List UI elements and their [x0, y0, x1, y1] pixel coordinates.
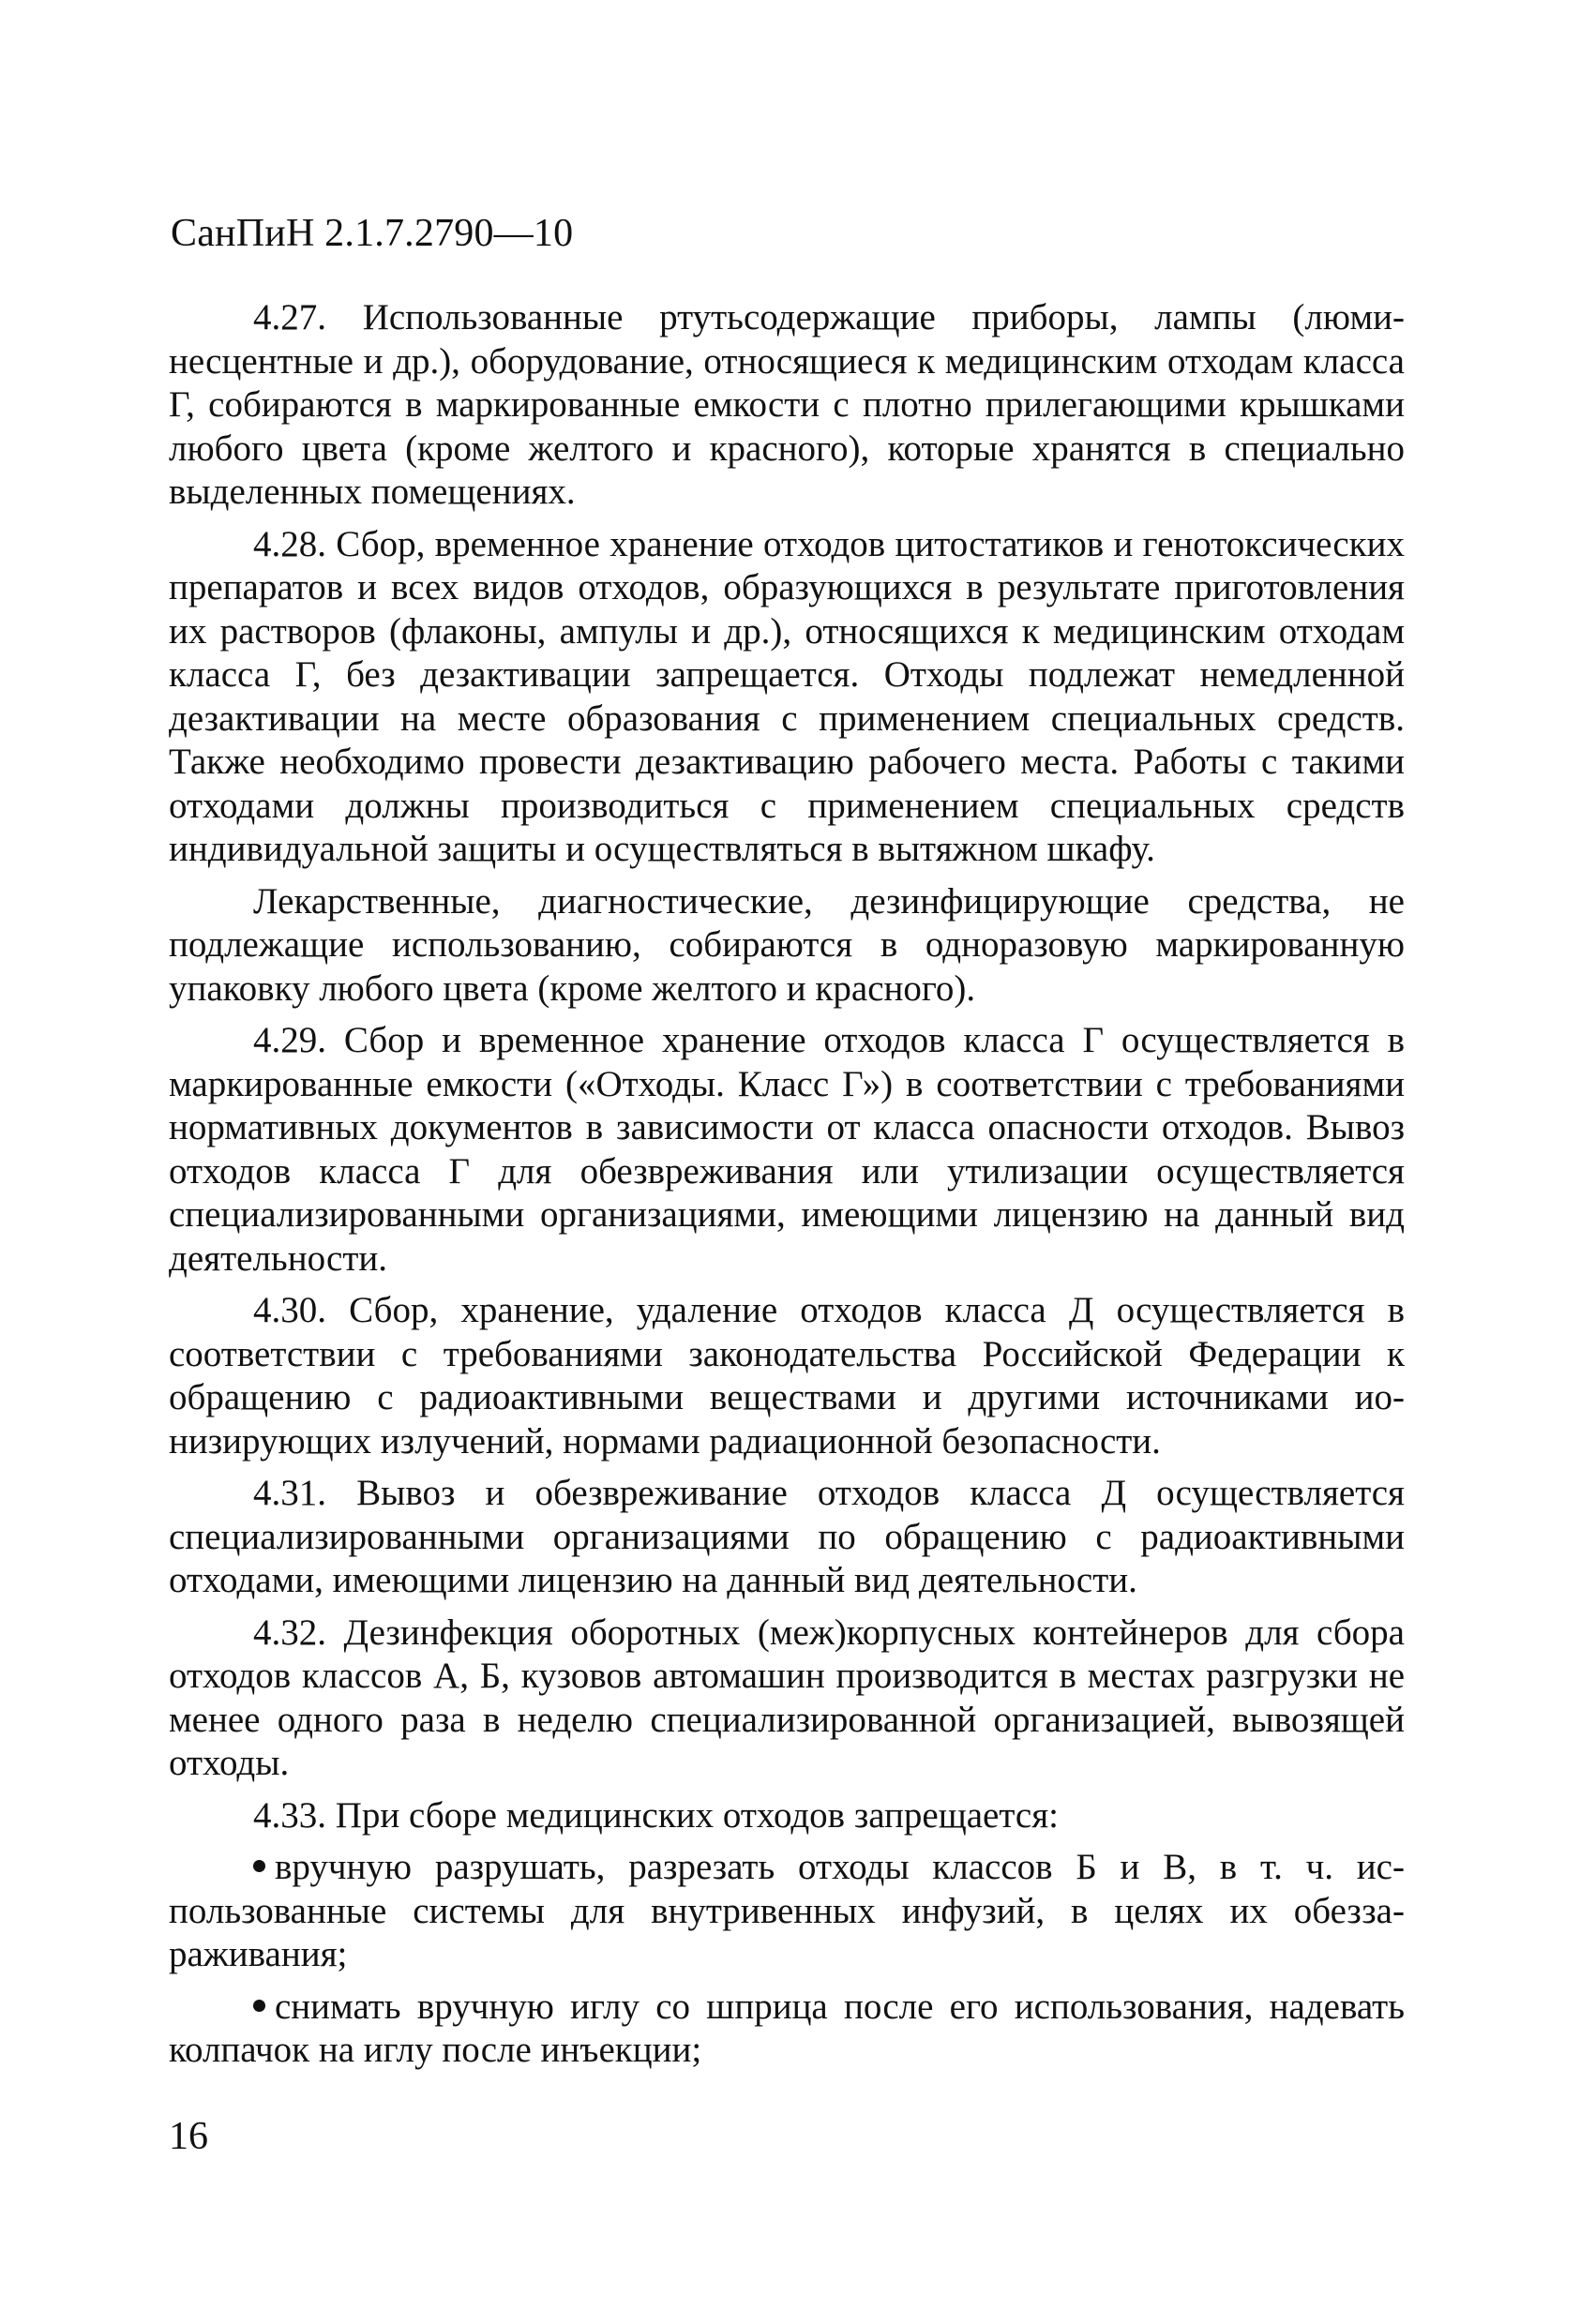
paragraph-4-28: 4.28. Сбор, временное хранение отходов цитостатиков и генотоксических препаратов и всех видов отходов, образующихся в результате приготовления их растворов (флаконы, ампулы и др.), относящихся к медицинским отходам класса Г, без дезактивации запрещается. Отходы подлежат немедленной дезактивации на месте образования с применением специальных средств. Также необходимо провести дезактивацию рабочего места. Работы с такими отходами должны производиться с применением специальных средств индивидуальной защиты и осуществляться в вытяжном шкафу. — [169, 523, 1405, 869]
paragraph-4-27: 4.27. Использованные ртутьсодержащие приборы, лампы (люминесцентные и др.), оборудование, относящиеся к медицинским отходам класса Г, собираются в маркированные емкости с плотно прилегающими крышками любого цвета (кроме желтого и красного), которые хранятся в специально выделенных помещениях. — [169, 297, 1405, 512]
page-number: 16 — [169, 2115, 208, 2158]
paragraph-4-29: 4.29. Сбор и временное хранение отходов класса Г осуществляется в маркированные емкости («Отходы. Класс Г») в соответствии с требованиями нормативных документов в зависимости от класса опасности отходов. Вывоз отходов класса Г для обезвреживания или утилизации осуществляется специализированными организациями, имеющими лицензию на данный вид деятельности. — [169, 1020, 1405, 1279]
bullet-item — [169, 1846, 1405, 1977]
bullet-dot-icon — [253, 1860, 265, 1872]
bullet-item — [169, 1986, 1405, 2073]
paragraph-medicines: Лекарственные, диагностические, дезинфицирующие средства, не подлежащие использованию, собираются в одноразовую маркированную упаковку любого цвета (кроме желтого и красного). — [169, 880, 1405, 1009]
bullet-item-text: вручную разрушать, разрезать отходы классов Б и В, в т. ч. использованные системы для внутривенных инфузий, в целях их обеззараживания; — [169, 1847, 1405, 1974]
paragraph-4-30: 4.30. Сбор, хранение, удаление отходов класса Д осуществляется в соответствии с требованиями законодательства Российской Федерации к обращению с радиоактивными веществами и другими источниками ионизирующих излучений, нормами радиационной безопасности. — [169, 1290, 1405, 1462]
document-body — [169, 296, 1405, 2081]
paragraph-4-32: 4.32. Дезинфекция оборотных (меж)корпусных контейнеров для сбора отходов классов А, Б, кузовов автомашин производится в местах разгрузки не менее одного раза в неделю специализированной организацией, вывозящей отходы. — [169, 1612, 1405, 1783]
running-header-doc-code: СанПиН 2.1.7.2790—10 — [171, 212, 574, 255]
paragraph-4-33: 4.33. При сборе медицинских отходов запрещается: — [253, 1794, 1059, 1836]
paragraph-4-31: 4.31. Вывоз и обезвреживание отходов класса Д осуществляется специализированными организациями по обращению с радиоактивными отходами, имеющими лицензию на данный вид деятельности. — [169, 1473, 1405, 1600]
bullet-dot-icon — [253, 2000, 265, 2012]
bullet-item-text: снимать вручную иглу со шприца после его использования, надевать колпачок на иглу после инъекции; — [169, 1986, 1405, 2070]
